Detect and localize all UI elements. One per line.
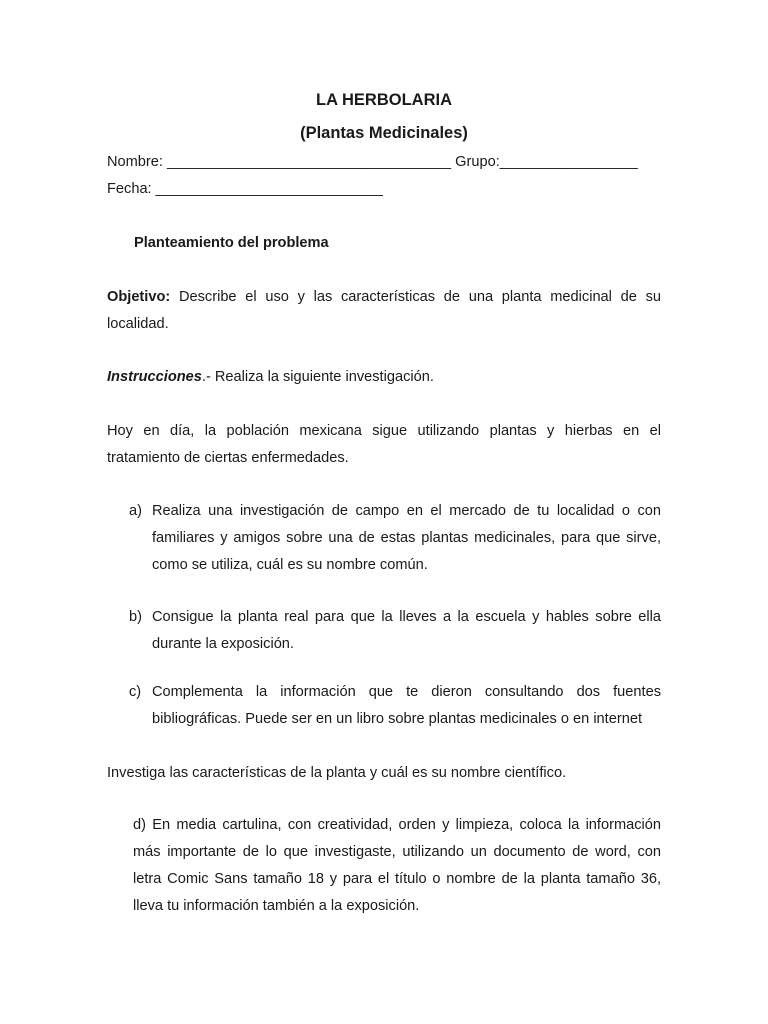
investiga-paragraph: Investiga las características de la planta y cuál es su nombre científico. xyxy=(107,765,567,781)
item-d-line2: más importante de lo que investigaste, utilizando un documento de word, con xyxy=(133,844,661,860)
objetivo-text: Describe el uso y las características de una planta medicinal de su xyxy=(170,289,661,305)
nombre-grupo-field-line: Nombre: ___________________________________ Grupo:_________________ xyxy=(107,154,638,170)
document-subtitle: (Plantas Medicinales) xyxy=(300,124,468,142)
item-c-line2: bibliográficas. Puede ser en un libro sobre plantas medicinales o en internet xyxy=(152,711,642,727)
instrucciones-label: Instrucciones xyxy=(107,369,202,385)
item-d-line4: lleva tu información también a la exposición. xyxy=(133,898,420,914)
item-a-line1: Realiza una investigación de campo en el mercado de tu localidad o con xyxy=(152,503,661,519)
section-heading: Planteamiento del problema xyxy=(134,235,329,251)
list-marker-a: a) xyxy=(129,503,142,519)
objetivo-paragraph-line1 xyxy=(107,287,661,307)
list-marker-c: c) xyxy=(129,684,142,700)
list-marker-b: b) xyxy=(129,609,142,625)
item-c-line1: Complementa la información que te dieron consultando dos fuentes xyxy=(152,684,661,700)
instrucciones-text: .- Realiza la siguiente investigación. xyxy=(201,369,434,385)
item-a-line3: como se utiliza, cuál es su nombre común. xyxy=(152,557,428,573)
item-d-line3: letra Comic Sans tamaño 18 y para el título o nombre de la planta tamaño 36, xyxy=(133,871,661,887)
document-title: LA HERBOLARIA xyxy=(316,91,452,109)
instrucciones-paragraph xyxy=(107,367,434,387)
objetivo-label: Objetivo: xyxy=(107,289,171,305)
item-b-line2: durante la exposición. xyxy=(152,636,294,652)
intro-paragraph-line2: tratamiento de ciertas enfermedades. xyxy=(107,450,349,466)
item-a-line2: familiares y amigos sobre una de estas plantas medicinales, para que sirve, xyxy=(152,530,661,546)
item-b-line1: Consigue la planta real para que la lleves a la escuela y hables sobre ella xyxy=(152,609,661,625)
intro-paragraph-line1: Hoy en día, la población mexicana sigue utilizando plantas y hierbas en el xyxy=(107,423,661,439)
fecha-field-line: Fecha: ____________________________ xyxy=(107,181,383,197)
item-d-line1: d) En media cartulina, con creatividad, orden y limpieza, coloca la información xyxy=(133,817,661,833)
objetivo-paragraph-line2: localidad. xyxy=(107,316,169,332)
